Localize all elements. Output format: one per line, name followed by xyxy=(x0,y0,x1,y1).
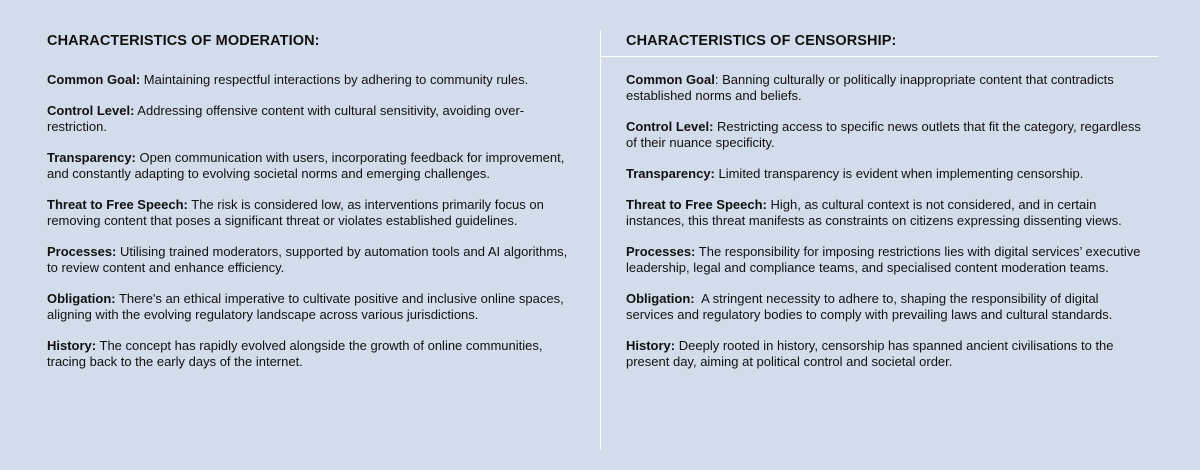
item-text: The responsibility for imposing restrictions lies with digital services’ executive leadership, legal and compliance teams, and specialised content moderation teams. xyxy=(626,244,1141,275)
item-label: Obligation: xyxy=(626,291,695,307)
column-divider xyxy=(600,30,601,450)
censorship-title: CHARACTERISTICS OF CENSORSHIP: xyxy=(626,33,897,49)
item-text: High, as cultural context is not considered, and in certain instances, this threat manifests as constraints on citizens expressing dissenting views. xyxy=(626,197,1122,228)
item-text: Deeply rooted in history, censorship has spanned ancient civilisations to the present day, aiming at political control and societal order. xyxy=(626,338,1114,369)
item-label: Control Level: xyxy=(626,118,714,134)
item-label: Control Level: xyxy=(47,103,135,119)
item-text: The risk is considered low, as interventions primarily focus on removing content that poses a significant threat or violates established guidelines. xyxy=(47,197,544,228)
moderation-item-obligation xyxy=(47,291,577,323)
censorship-list xyxy=(626,72,1146,385)
moderation-item-history xyxy=(47,338,577,370)
item-text: Restricting access to specific news outlets that fit the category, regardless of their nuance specificity. xyxy=(626,118,1141,150)
item-label: Processes: xyxy=(626,244,696,260)
moderation-title: CHARACTERISTICS OF MODERATION: xyxy=(47,33,320,49)
item-text: Open communication with users, incorporating feedback for improvement, and constantly adapting to evolving societal norms and emerging challenges. xyxy=(47,150,565,181)
censorship-item-processes xyxy=(626,244,1146,276)
item-label: Transparency: xyxy=(626,165,715,181)
moderation-column xyxy=(47,0,577,470)
item-label: Common Goal xyxy=(626,72,715,87)
item-label: Threat to Free Speech: xyxy=(626,197,767,213)
moderation-item-control-level xyxy=(47,103,577,135)
item-label: Transparency: xyxy=(47,150,136,166)
moderation-item-common-goal xyxy=(47,72,577,88)
moderation-list xyxy=(47,72,577,385)
item-text: The concept has rapidly evolved alongside the growth of online communities, tracing back to the early days of the internet. xyxy=(47,338,543,369)
moderation-item-transparency xyxy=(47,150,577,182)
censorship-item-control-level xyxy=(626,119,1146,151)
item-text: Utilising trained moderators, supported by automation tools and AI algorithms, to review content and enhance efficiency. xyxy=(47,244,568,275)
item-label: History: xyxy=(626,338,676,354)
censorship-item-obligation xyxy=(626,291,1146,323)
item-text: Limited transparency is evident when implementing censorship. xyxy=(714,165,1084,181)
censorship-item-threat-to-free-speech xyxy=(626,197,1146,229)
item-label: Threat to Free Speech: xyxy=(47,197,188,213)
item-text: : Banning culturally or politically inappropriate content that contradicts established norms and beliefs. xyxy=(626,72,1114,103)
censorship-item-common-goal xyxy=(626,72,1146,104)
item-text: Addressing offensive content with cultural sensitivity, avoiding over-restriction. xyxy=(47,103,525,134)
censorship-column xyxy=(626,0,1146,470)
censorship-item-history xyxy=(626,338,1146,370)
moderation-item-processes xyxy=(47,244,577,276)
item-text: A stringent necessity to adhere to, shaping the responsibility of digital services and regulatory bodies to comply with prevailing laws and cultural standards. xyxy=(626,291,1113,322)
item-label: History: xyxy=(47,338,97,354)
item-label: Obligation: xyxy=(47,291,116,307)
censorship-item-transparency xyxy=(626,166,1146,182)
moderation-item-threat-to-free-speech xyxy=(47,197,577,229)
item-label: Processes: xyxy=(47,244,117,260)
item-text: There's an ethical imperative to cultivate positive and inclusive online spaces, aligning with the evolving regulatory landscape across various jurisdictions. xyxy=(47,291,564,322)
item-text: Maintaining respectful interactions by adhering to community rules. xyxy=(140,72,529,87)
item-label: Common Goal: xyxy=(47,72,141,87)
